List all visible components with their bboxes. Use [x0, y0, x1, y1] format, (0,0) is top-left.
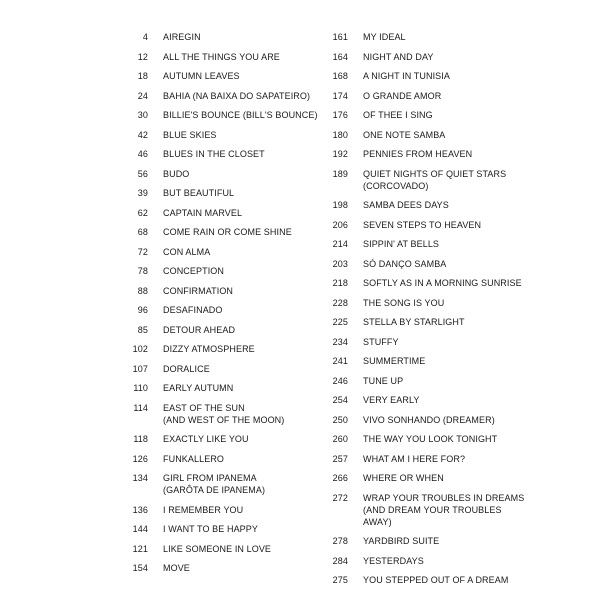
entry-page-number: 257: [332, 453, 348, 464]
entry-page-number: 174: [332, 90, 348, 101]
entry-song-title: DORALICE: [163, 363, 210, 374]
entry-song-title: ONE NOTE SAMBA: [363, 129, 446, 140]
contents-entry: [100, 453, 320, 465]
entry-song-title: ALL THE THINGS YOU ARE: [163, 51, 280, 62]
contents-entry: [300, 433, 530, 445]
entry-page-number: 225: [332, 317, 348, 327]
contents-entry: [300, 148, 530, 160]
contents-entry: [300, 555, 530, 567]
entry-page-number: 46: [137, 149, 148, 159]
contents-entry: [100, 51, 320, 63]
contents-entry: [100, 246, 320, 258]
entry-song-title: YARDBIRD SUITE: [363, 536, 440, 546]
entry-page-number: 96: [137, 305, 148, 315]
entry-page-number: 12: [137, 51, 148, 62]
entry-page-number: 176: [332, 110, 348, 120]
entry-page-number: 180: [332, 129, 348, 140]
entry-song-title: PENNIES FROM HEAVEN: [363, 149, 473, 159]
contents-entry: [300, 219, 530, 231]
entry-page-number: 136: [132, 504, 148, 515]
entry-song-title: O GRANDE AMOR: [363, 90, 442, 101]
entry-page-number: 168: [332, 71, 348, 81]
entry-song-title: DETOUR AHEAD: [163, 324, 236, 335]
entry-page-number: 154: [132, 563, 148, 573]
entry-page-number: 250: [332, 414, 348, 425]
entry-song-title: WRAP YOUR TROUBLES IN DREAMS (AND DREAM YOUR TROUBLES AWAY): [363, 492, 525, 527]
entry-page-number: 114: [133, 402, 148, 413]
entry-song-title: TUNE UP: [363, 375, 404, 386]
entry-song-title: YESTERDAYS: [363, 555, 424, 566]
entry-page-number: 234: [332, 336, 348, 347]
entry-song-title: VERY EARLY: [363, 395, 420, 405]
entry-page-number: 39: [137, 188, 148, 198]
contents-entry: [300, 129, 530, 141]
entry-page-number: 272: [332, 492, 348, 503]
contents-entry: [100, 382, 320, 394]
contents-entry: [100, 285, 320, 297]
contents-entry: [100, 504, 320, 516]
entry-song-title: AUTUMN LEAVES: [163, 71, 240, 81]
entry-page-number: 198: [332, 200, 348, 210]
entry-song-title: A NIGHT IN TUNISIA: [363, 71, 450, 81]
contents-entry: [300, 355, 530, 367]
entry-page-number: 241: [332, 356, 348, 366]
contents-entry: [300, 453, 530, 465]
contents-entry: [300, 574, 530, 586]
entry-song-title: DIZZY ATMOSPHERE: [163, 344, 255, 354]
contents-entry: [100, 543, 320, 555]
entry-song-title: LIKE SOMEONE IN LOVE: [163, 543, 272, 554]
entry-song-title: EXACTLY LIKE YOU: [163, 434, 249, 444]
entry-song-title: SOFTLY AS IN A MORNING SUNRISE: [363, 278, 522, 288]
entry-page-number: 68: [137, 227, 148, 237]
contents-entry: [300, 297, 530, 309]
contents-entry: [300, 277, 530, 289]
entry-page-number: 164: [332, 51, 348, 62]
contents-entry: [100, 187, 320, 199]
entry-song-title: THE SONG IS YOU: [363, 297, 445, 308]
contents-entry: [100, 472, 320, 496]
entry-page-number: 214: [332, 239, 348, 249]
entry-song-title: FUNKALLERO: [163, 453, 225, 464]
entry-page-number: 62: [137, 207, 148, 218]
entry-page-number: 134: [132, 473, 148, 483]
contents-entry: [100, 226, 320, 238]
contents-entry: [100, 523, 320, 535]
entry-page-number: 266: [332, 473, 348, 483]
entry-page-number: 4: [142, 32, 148, 42]
entry-song-title: COME RAIN OR COME SHINE: [163, 227, 292, 237]
entry-song-title: DESAFINADO: [163, 305, 223, 315]
entry-song-title: BUDO: [163, 168, 190, 179]
contents-entry: [300, 90, 530, 102]
entry-song-title: STELLA BY STARLIGHT: [363, 317, 465, 327]
entry-page-number: 24: [137, 90, 148, 101]
entry-page-number: 246: [332, 375, 348, 386]
entry-song-title: BLUE SKIES: [163, 129, 217, 140]
entry-song-title: NIGHT AND DAY: [363, 51, 434, 62]
entry-song-title: VIVO SONHANDO (DREAMER): [363, 414, 495, 425]
entry-page-number: 192: [332, 149, 348, 159]
entry-song-title: BILLIE'S BOUNCE (BILL'S BOUNCE): [163, 110, 318, 120]
contents-entry: [300, 394, 530, 406]
contents-entry: [100, 433, 320, 445]
entry-song-title: BUT BEAUTIFUL: [163, 188, 235, 198]
contents-entry: [300, 109, 530, 121]
entry-page-number: 126: [132, 453, 148, 464]
entry-song-title: EARLY AUTUMN: [163, 383, 234, 393]
entry-song-title: GIRL FROM IPANEMA (GARÔTA DE IPANEMA): [163, 473, 266, 495]
entry-page-number: 18: [137, 71, 148, 81]
entry-page-number: 72: [137, 246, 148, 257]
entry-page-number: 78: [137, 266, 148, 276]
entry-page-number: 118: [133, 434, 148, 444]
entry-page-number: 254: [332, 395, 348, 405]
contents-entry: [300, 336, 530, 348]
entry-song-title: SUMMERTIME: [363, 356, 426, 366]
contents-entry: [100, 129, 320, 141]
contents-entry: [300, 375, 530, 387]
contents-entry: [300, 51, 530, 63]
contents-entry: [300, 316, 530, 328]
contents-entry: [300, 31, 530, 43]
contents-entry: [100, 31, 320, 43]
contents-entry: [100, 562, 320, 574]
contents-entry: [100, 265, 320, 277]
entry-page-number: 85: [137, 324, 148, 335]
entry-page-number: 218: [332, 278, 348, 288]
contents-entry: [300, 535, 530, 547]
contents-entry: [100, 402, 320, 426]
entry-song-title: SAMBA DEES DAYS: [363, 200, 449, 210]
contents-entry: [100, 70, 320, 82]
contents-entry: [100, 324, 320, 336]
entry-song-title: CONCEPTION: [163, 266, 225, 276]
entry-song-title: STUFFY: [363, 336, 399, 347]
entry-page-number: 88: [137, 285, 148, 296]
entry-song-title: YOU STEPPED OUT OF A DREAM: [363, 575, 509, 585]
entry-song-title: WHERE OR WHEN: [363, 473, 444, 483]
entry-page-number: 228: [332, 297, 348, 308]
entry-page-number: 203: [332, 258, 348, 269]
entry-page-number: 278: [332, 536, 348, 546]
entry-song-title: EAST OF THE SUN (AND WEST OF THE MOON): [163, 402, 285, 425]
contents-column-left: [100, 31, 320, 582]
entry-song-title: BLUES IN THE CLOSET: [163, 149, 265, 159]
contents-entry: [300, 70, 530, 82]
entry-song-title: THE WAY YOU LOOK TONIGHT: [363, 434, 498, 444]
contents-entry: [100, 304, 320, 316]
entry-page-number: 42: [137, 129, 148, 140]
contents-column-right: [300, 31, 530, 594]
entry-song-title: MOVE: [163, 563, 190, 573]
contents-entry: [100, 148, 320, 160]
entry-page-number: 189: [332, 168, 348, 179]
contents-entry: [300, 238, 530, 250]
contents-entry: [300, 199, 530, 211]
entry-song-title: MY IDEAL: [363, 32, 406, 42]
entry-page-number: 110: [133, 383, 148, 393]
contents-entry: [300, 492, 530, 528]
entry-song-title: SIPPIN' AT BELLS: [363, 239, 440, 249]
contents-entry: [100, 168, 320, 180]
contents-entry: [100, 90, 320, 102]
contents-entry: [100, 207, 320, 219]
entry-page-number: 102: [132, 344, 148, 354]
entry-song-title: WHAT AM I HERE FOR?: [363, 453, 466, 464]
entry-page-number: 206: [332, 219, 348, 230]
entry-page-number: 144: [132, 524, 148, 534]
entry-song-title: SEVEN STEPS TO HEAVEN: [363, 219, 482, 230]
entry-song-title: CONFIRMATION: [163, 285, 234, 296]
contents-entry: [300, 414, 530, 426]
entry-page-number: 161: [332, 32, 348, 42]
contents-entry: [100, 363, 320, 375]
entry-page-number: 284: [332, 555, 348, 566]
entry-page-number: 30: [137, 110, 148, 120]
entry-page-number: 121: [132, 543, 148, 554]
entry-page-number: 275: [332, 575, 348, 585]
entry-song-title: OF THEE I SING: [363, 110, 433, 120]
contents-entry: [100, 109, 320, 121]
entry-song-title: CAPTAIN MARVEL: [163, 207, 243, 218]
contents-entry: [300, 472, 530, 484]
contents-entry: [300, 168, 530, 192]
entry-page-number: 260: [332, 434, 348, 444]
entry-song-title: BAHIA (NA BAIXA DO SAPATEIRO): [163, 90, 311, 101]
entry-song-title: SÓ DANÇO SAMBA: [363, 258, 447, 269]
entry-song-title: CON ALMA: [163, 246, 211, 257]
contents-entry: [100, 343, 320, 355]
entry-page-number: 107: [132, 363, 148, 374]
entry-song-title: I REMEMBER YOU: [163, 504, 244, 515]
entry-song-title: QUIET NIGHTS OF QUIET STARS (CORCOVADO): [363, 168, 507, 191]
entry-song-title: I WANT TO BE HAPPY: [163, 524, 258, 534]
contents-entry: [300, 258, 530, 270]
entry-song-title: AIREGIN: [163, 32, 201, 42]
entry-page-number: 56: [137, 168, 148, 179]
